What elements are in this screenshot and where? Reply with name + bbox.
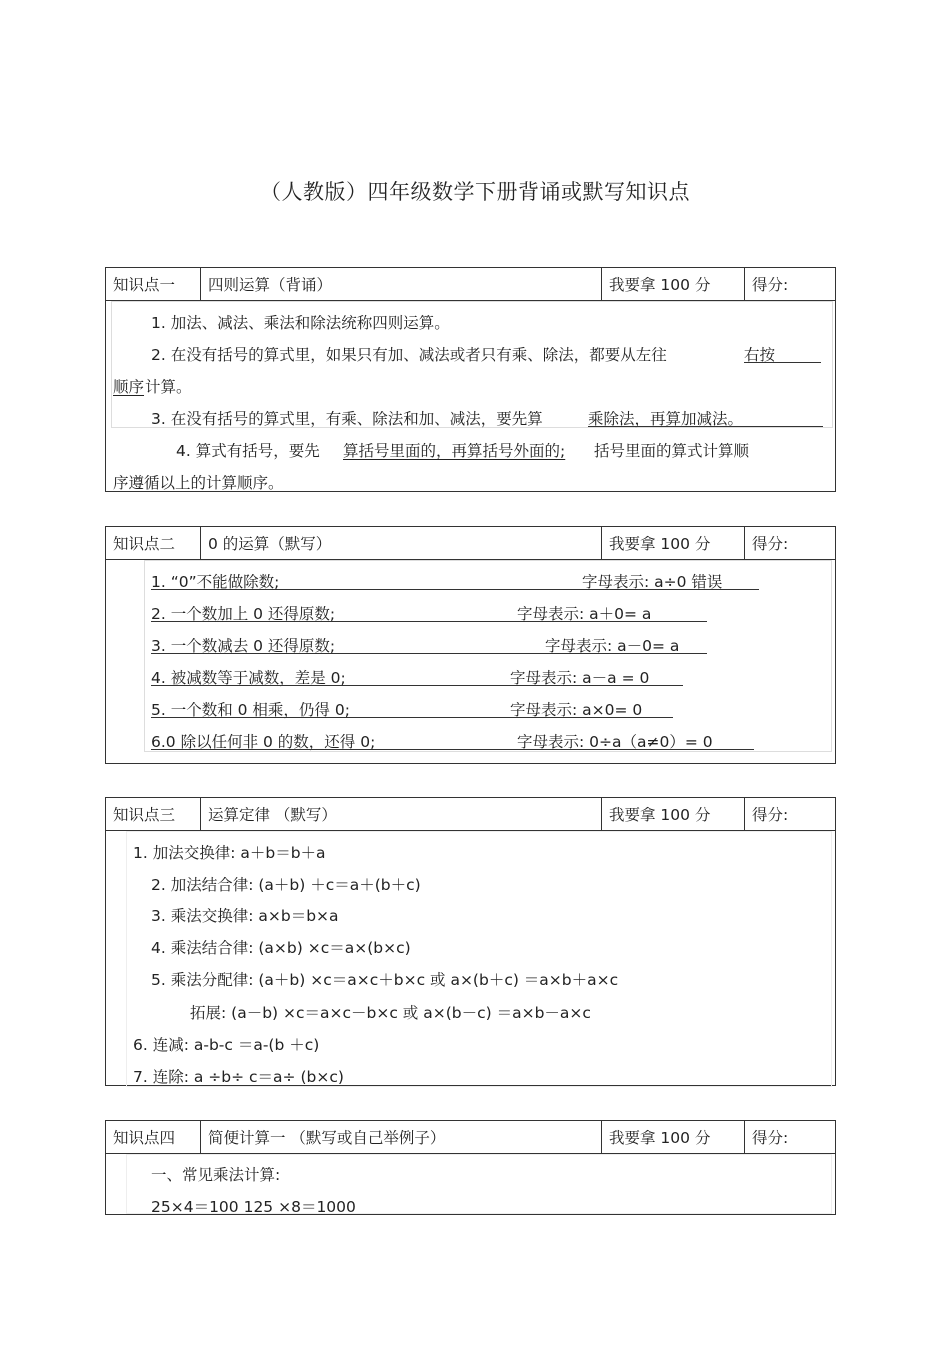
score-label: 得分: [752, 535, 789, 553]
box-header [106, 798, 835, 831]
rule-text: 1. “0”不能做除数; [151, 573, 280, 591]
box-header [106, 268, 835, 301]
text-line: 1. 加法、减法、乘法和除法统称四则运算。 [151, 314, 450, 332]
rule-formula: 字母表示: a×0= 0 [510, 701, 643, 719]
text-line: 顺序 [113, 378, 145, 396]
law-line: 拓展: (a－b) ×c＝a×c－b×c 或 a×(b－c) ＝a×b－a×c [190, 1004, 591, 1022]
goal-label: 我要拿 100 分 [602, 1121, 745, 1153]
box-header [106, 1121, 835, 1154]
rule-formula: 字母表示: a－a = 0 [510, 669, 650, 687]
text-line: 括号里面的算式计算顺 [594, 442, 750, 460]
score-label: 得分: [752, 806, 789, 824]
knowledge-box-3 [105, 797, 836, 1086]
text-line: 一、常见乘法计算: [151, 1166, 281, 1184]
knowledge-box-2 [105, 526, 836, 764]
goal-label: 我要拿 100 分 [602, 527, 745, 559]
box-header [106, 527, 835, 560]
rule-formula: 字母表示: a＋0= a [517, 605, 652, 623]
rule-formula: 字母表示: a－0= a [545, 637, 680, 655]
text-line: 3. 在没有括号的算式里，有乘、除法和加、减法，要先算 [151, 410, 543, 428]
section-topic: 四则运算（背诵） [201, 268, 602, 300]
section-number: 知识点一 [106, 268, 201, 300]
section-topic: 0 的运算（默写） [201, 527, 602, 559]
page-title: （人教版）四年级数学下册背诵或默写知识点 [260, 180, 690, 204]
law-line: 4. 乘法结合律: (a×b) ×c＝a×(b×c) [151, 939, 411, 957]
law-line: 3. 乘法交换律: a×b＝b×a [151, 907, 339, 925]
rule-formula: 字母表示: a÷0 错误 [582, 573, 723, 591]
score-label: 得分: [752, 276, 789, 294]
rule-text: 2. 一个数加上 0 还得原数; [151, 605, 336, 623]
score-label: 得分: [752, 1129, 789, 1147]
text-line: 序遵循以上的计算顺序。 [113, 474, 284, 492]
rule-text: 6.0 除以任何非 0 的数，还得 0; [151, 733, 376, 751]
text-line: 乘除法，再算加减法。 [588, 410, 744, 428]
rule-text: 4. 被减数等于减数，差是 0; [151, 669, 346, 687]
law-line: 1. 加法交换律: a＋b＝b＋a [133, 844, 326, 862]
section-number: 知识点四 [106, 1121, 201, 1153]
goal-label: 我要拿 100 分 [602, 268, 745, 300]
section-topic: 简便计算一 （默写或自己举例子） [201, 1121, 602, 1153]
text-line: 2. 在没有括号的算式里，如果只有加、减法或者只有乘、除法，都要从左往 [151, 346, 667, 364]
knowledge-box-4 [105, 1120, 836, 1215]
section-topic: 运算定律 （默写） [201, 798, 602, 830]
text-line: 25×4＝100 125 ×8＝1000 [151, 1198, 356, 1216]
text-line: 算括号里面的，再算括号外面的; [343, 442, 566, 460]
section-number: 知识点三 [106, 798, 201, 830]
law-line: 5. 乘法分配律: (a＋b) ×c＝a×c＋b×c 或 a×(b＋c) ＝a×b＋a×c [151, 971, 619, 989]
rule-formula: 字母表示: 0÷a（a≠0）= 0 [517, 733, 713, 751]
section-number: 知识点二 [106, 527, 201, 559]
goal-label: 我要拿 100 分 [602, 798, 745, 830]
text-line: 4. 算式有括号，要先 [176, 442, 320, 460]
rule-text: 3. 一个数减去 0 还得原数; [151, 637, 336, 655]
text-line: 右按 [744, 346, 776, 364]
law-line: 2. 加法结合律: (a＋b) ＋c＝a＋(b＋c) [151, 876, 421, 894]
law-line: 7. 连除: a ÷b÷ c＝a÷ (b×c) [133, 1068, 344, 1086]
rule-text: 5. 一个数和 0 相乘，仍得 0; [151, 701, 350, 719]
knowledge-box-1 [105, 267, 836, 492]
text-line: 计算。 [145, 378, 192, 396]
law-line: 6. 连减: a-b-c ＝a-(b ＋c) [133, 1036, 320, 1054]
